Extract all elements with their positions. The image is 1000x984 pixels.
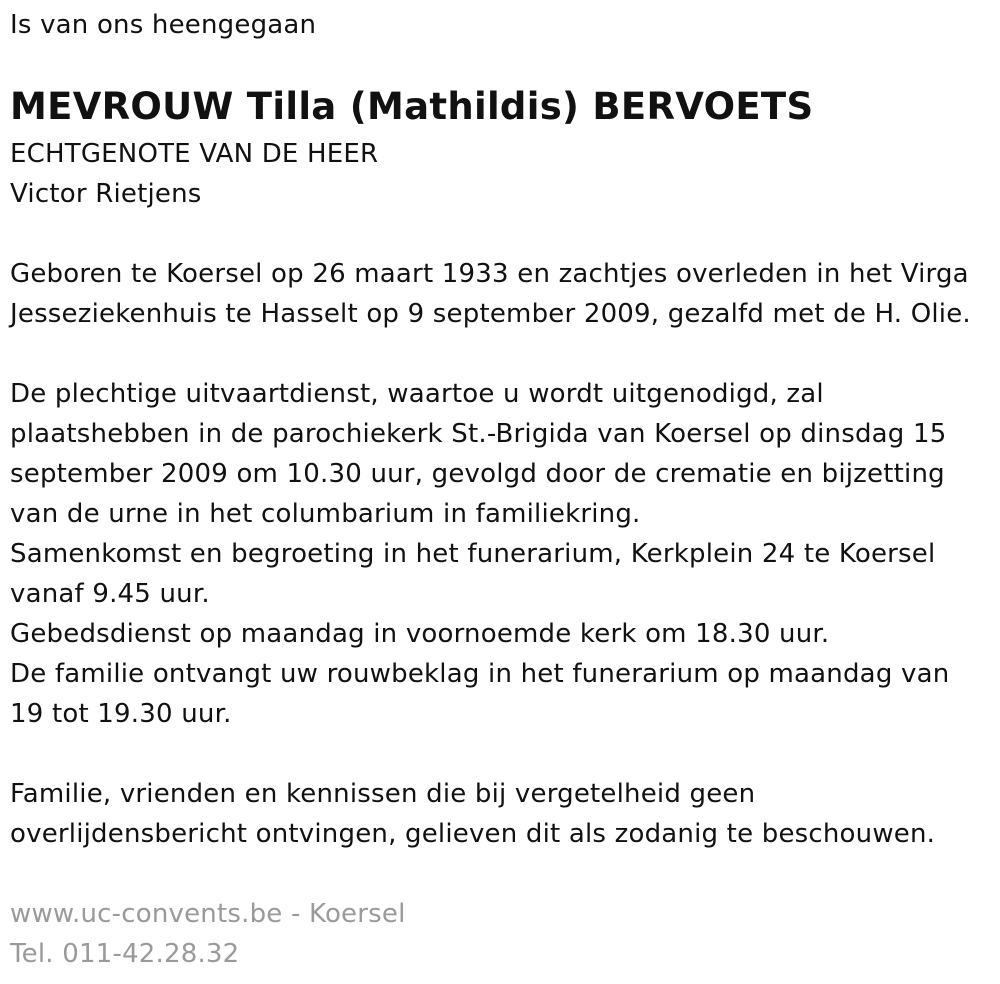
paragraph-line: Geboren te Koersel op 26 maart 1933 en zachtjes overleden in het Virga [10,259,969,289]
paragraph-line: 19 tot 19.30 uur. [10,699,232,729]
spouse-title: ECHTGENOTE VAN DE HEER [10,139,379,169]
paragraph-line: Familie, vrienden en kennissen die bij vergetelheid geen [10,779,756,809]
birth-death-paragraph [10,254,971,334]
paragraph-line: Gebedsdienst op maandag in voornoemde kerk om 18.30 uur. [10,619,830,649]
deceased-name: MEVROUW Tilla (Mathildis) BERVOETS [10,85,814,128]
paragraph-line: De familie ontvangt uw rouwbeklag in het funerarium op maandag van [10,659,950,689]
paragraph-line: Jesseziekenhuis te Hasselt op 9 september 2009, gezalfd met de H. Olie. [10,299,971,329]
paragraph-line: plaatshebben in de parochiekerk St.-Brigida van Koersel op dinsdag 15 [10,419,947,449]
paragraph-line: september 2009 om 10.30 uur, gevolgd door de crematie en bijzetting [10,459,945,489]
spouse-name: Victor Rietjens [10,179,202,209]
paragraph-line: De plechtige uitvaartdienst, waartoe u wordt uitgenodigd, zal [10,379,824,409]
paragraph-line: vanaf 9.45 uur. [10,579,210,609]
funeral-service-paragraph [10,374,949,734]
closing-paragraph [10,774,935,854]
funeral-home-footer [10,894,406,974]
intro-text: Is van ons heengegaan [10,10,317,40]
paragraph-line: overlijdensbericht ontvingen, gelieven dit als zodanig te beschouwen. [10,819,936,849]
phone-text: Tel. 011-42.28.32 [10,939,240,969]
spouse-section [10,134,378,214]
paragraph-line: van de urne in het columbarium in familiekring. [10,499,641,529]
website-text: www.uc-convents.be - Koersel [10,899,406,929]
paragraph-line: Samenkomst en begroeting in het funerarium, Kerkplein 24 te Koersel [10,539,936,569]
